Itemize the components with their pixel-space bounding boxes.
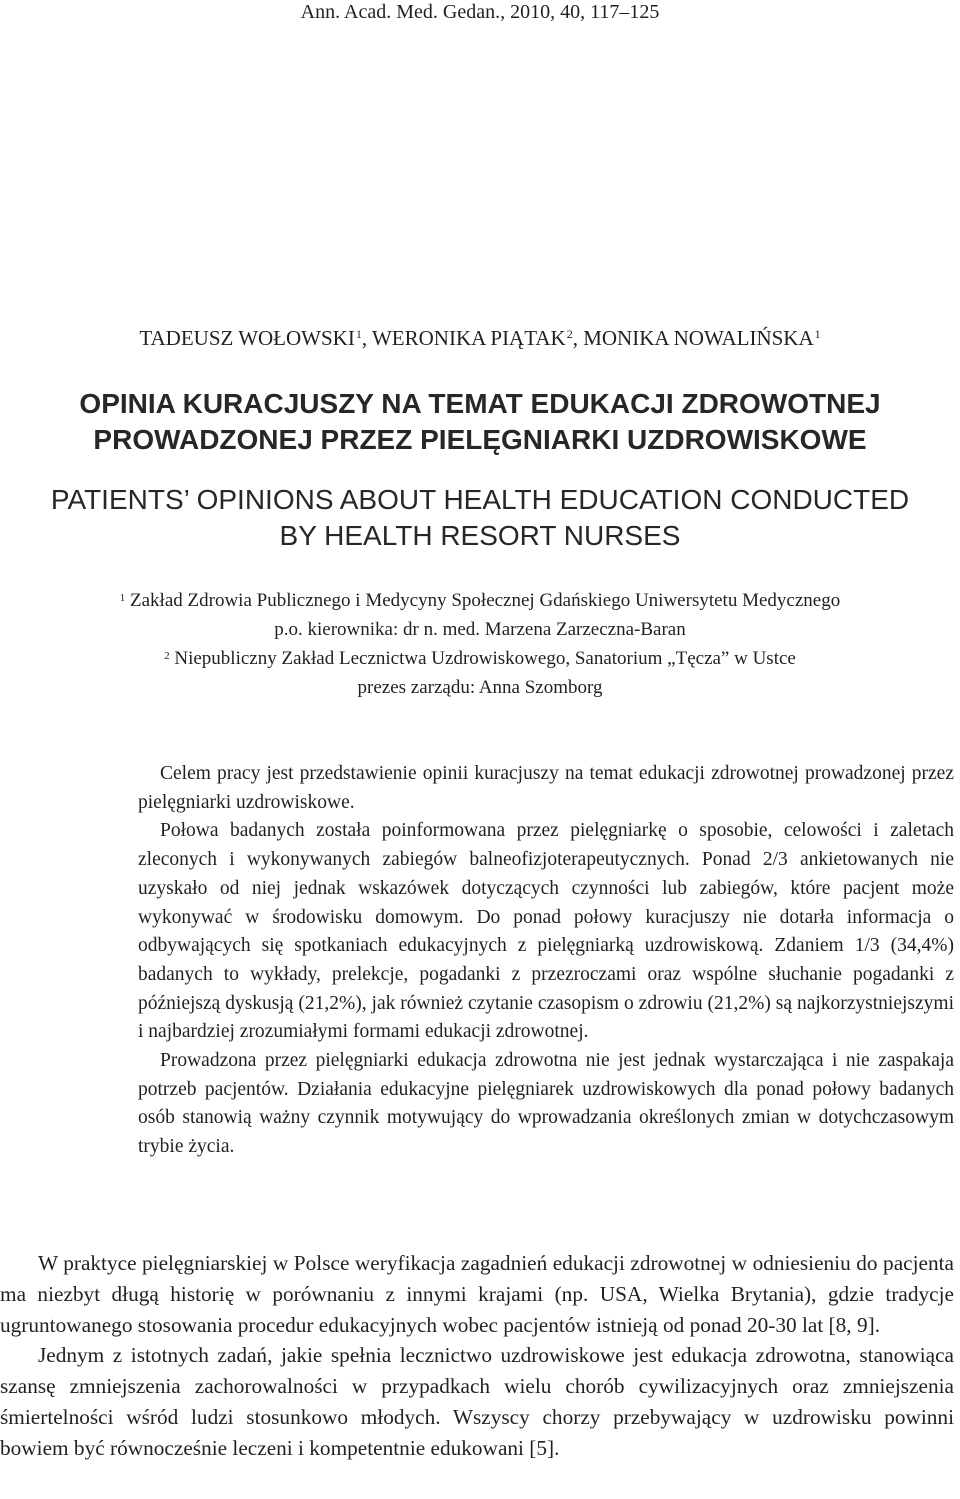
abstract-paragraph: Prowadzona przez pielęgniarki edukacja zdrowotna nie jest jednak wystarczająca i nie zaspakaja potrzeb pacjentów. Działania edukacyjne pielęgniarek uzdrowiskowych dla ponad połowy badanych osób stanowią ważny czynnik motywujący do wprowadzania określonych zmian w dotychczasowym trybie życia.	[138, 1050, 954, 1158]
title-english-line: BY HEALTH RESORT NURSES	[279, 520, 681, 551]
author-name: TADEUSZ WOŁOWSKI	[139, 326, 355, 350]
author-list	[0, 324, 960, 352]
title-polish-line: PROWADZONEJ PRZEZ PIELĘGNIARKI UZDROWISKOWE	[93, 424, 867, 455]
author-separator: ,	[572, 326, 584, 350]
title-polish-line: OPINIA KURACJUSZY NA TEMAT EDUKACJI ZDROWOTNEJ	[79, 388, 881, 419]
body-paragraph: Jednym z istotnych zadań, jakie spełnia lecznictwo uzdrowiskowe jest edukacja zdrowotna, stanowiąca szansę zmniejszenia zachorowalności w przypadkach wielu chorób cywilizacyjnych oraz zmniejszenia śmiertelności wśród ludzi stosunkowo młodych. Wszyscy chorzy przebywający w uzdrowisku powinni bowiem być równocześnie leczeni i kompetentnie edukowani [5].	[0, 1343, 954, 1460]
title-english	[0, 482, 960, 554]
affiliation-institution	[0, 586, 960, 615]
affiliation-head: prezes zarządu: Anna Szomborg	[357, 677, 603, 698]
title-english-line: PATIENTS’ OPINIONS ABOUT HEALTH EDUCATION CONDUCTED	[50, 484, 910, 515]
abstract	[138, 760, 954, 1162]
affiliation-name: Niepubliczny Zakład Lecznictwa Uzdrowiskowego, Sanatorium „Tęcza” w Ustce	[174, 648, 796, 669]
body-text	[0, 1248, 954, 1464]
author-separator: ,	[361, 326, 372, 350]
affiliation-number: 2	[164, 650, 170, 662]
author-affiliation-mark: 2	[566, 327, 573, 341]
affiliation-name: Zakład Zdrowia Publicznego i Medycyny Społecznej Gdańskiego Uniwersytetu Medycznego	[130, 590, 841, 611]
author-affiliation-mark: 1	[355, 327, 362, 341]
author-name: MONIKA NOWALIŃSKA	[583, 326, 814, 350]
journal-reference: Ann. Acad. Med. Gedan., 2010, 40, 117–125	[300, 1, 660, 23]
affiliations	[0, 586, 960, 702]
title-polish	[0, 386, 960, 458]
abstract-paragraph: Połowa badanych została poinformowana przez pielęgniarkę o sposobie, celowości i zaletach zleconych i wykonywanych zabiegów balneofizjoterapeutycznych. Ponad 2/3 ankietowanych nie uzyskało od niej jednak wskazówek dotyczących czynności lub zabiegów, które pacjent może wykonywać w środowisku domowym. Do ponad połowy kuracjuszy nie dotarła informacja o odbywających się spotkaniach edukacyjnych z pielęgniarką uzdrowiskową. Zdaniem 1/3 (34,4%) badanych to wykłady, prelekcje, pogadanki z przezroczami oraz wspólne słuchanie pogadanki z późniejszą dyskusją (21,2%), jak również czytanie czasopism o zdrowiu (21,2%) są najkorzystniejszymi i najbardziej zrozumiałymi formami edukacji zdrowotnej.	[138, 820, 954, 1043]
affiliation-head: p.o. kierownika: dr n. med. Marzena Zarzeczna-Baran	[274, 619, 686, 640]
author-name: WERONIKA PIĄTAK	[371, 326, 566, 350]
affiliation-number: 1	[119, 592, 126, 604]
body-paragraph: W praktyce pielęgniarskiej w Polsce weryfikacja zagadnień edukacji zdrowotnej w odniesieniu do pacjenta ma niezbyt długą historię w porównaniu z innymi krajami (np. USA, Wielka Brytania), gdzie tradycje ugruntowanego stosowania procedur edukacyjnych wobec pacjentów istnieją od ponad 20-30 lat [8, 9].	[0, 1251, 954, 1337]
abstract-paragraph: Celem pracy jest przedstawienie opinii kuracjuszy na temat edukacji zdrowotnej prowadzonej przez pielęgniarki uzdrowiskowe.	[138, 763, 954, 813]
author-affiliation-mark: 1	[814, 327, 821, 341]
affiliation-institution	[0, 644, 960, 673]
